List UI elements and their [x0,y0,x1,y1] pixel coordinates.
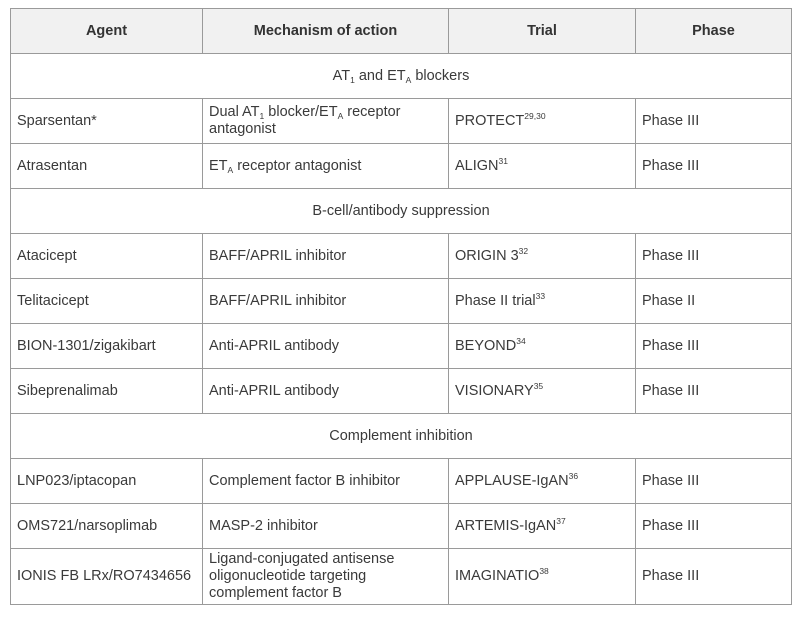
reference-superscript: 29,30 [524,110,546,121]
agent-cell: Atacicept [11,234,203,279]
section-title: B-cell/antibody suppression [11,189,792,234]
section-title: $AT_1$ and $ET_A$ blockers [11,54,792,99]
mechanism-cell: BAFF/APRIL inhibitor [203,234,449,279]
mechanism-cell: BAFF/APRIL inhibitor [203,279,449,324]
phase-cell: Phase III [636,459,792,504]
trial-cell: ALIGN$^{31}$ [449,144,636,189]
table-row [11,549,792,605]
table-row [11,144,792,189]
agents-table [10,8,792,605]
header-mechanism: Mechanism of action [203,9,449,54]
agent-cell: BION-1301/zigakibart [11,324,203,369]
table-row [11,324,792,369]
trial-cell: ORIGIN $3^{32}$ [449,234,636,279]
phase-cell: Phase III [636,234,792,279]
phase-cell: Phase III [636,99,792,144]
mechanism-cell: Complement factor B inhibitor [203,459,449,504]
header-phase: Phase [636,9,792,54]
agent-cell: Sparsentan* [11,99,203,144]
table-row [11,279,792,324]
agent-cell: LNP023/iptacopan [11,459,203,504]
header-row [11,9,792,54]
section-title: Complement inhibition [11,414,792,459]
agent-cell: Atrasentan [11,144,203,189]
trial-cell: IMAGINATIO$^{38}$ [449,549,636,605]
section-row-b-cell-suppression [11,189,792,234]
reference-superscript: 38 [539,566,549,576]
reference-superscript: 36 [568,470,579,481]
agent-cell: OMS721/narsoplimab [11,504,203,549]
table-row [11,99,792,144]
trial-cell: PROTECT$^{29,30}$ [449,99,636,144]
trial-cell: VISIONARY$^{35}$ [449,369,636,414]
table-row [11,504,792,549]
mechanism-cell: Anti-APRIL antibody [203,369,449,414]
agent-cell: Sibeprenalimab [11,369,203,414]
phase-cell: Phase III [636,549,792,605]
table-row [11,234,792,279]
mechanism-cell: Dual $AT_1$ blocker/$ET_A$ receptor antagonist [203,99,449,144]
reference-superscript: 33 [535,290,546,301]
phase-cell: Phase III [636,324,792,369]
mechanism-cell: MASP-2 inhibitor [203,504,449,549]
table-row [11,459,792,504]
header-trial: Trial [449,9,636,54]
header-agent: Agent [11,9,203,54]
reference-superscript: 32 [518,245,529,256]
mechanism-cell: Anti-APRIL antibody [203,324,449,369]
reference-superscript: 34 [516,335,526,346]
trial-cell: Phase II trial$^{33}$ [449,279,636,324]
trial-cell: ARTEMIS-IgAN$^{37}$ [449,504,636,549]
agent-cell: IONIS FB LRx/RO7434656 [11,549,203,605]
phase-cell: Phase II [636,279,792,324]
phase-cell: Phase III [636,504,792,549]
phase-cell: Phase III [636,369,792,414]
reference-superscript: 37 [556,515,566,526]
reference-superscript: 31 [498,155,508,166]
mechanism-cell: $ET_A$ receptor antagonist [203,144,449,189]
trial-cell: BEYOND$^{34}$ [449,324,636,369]
mechanism-cell: Ligand-conjugated antisense oligonucleotide targeting complement factor B [203,549,449,605]
table-row [11,369,792,414]
section-row-complement-inhibition [11,414,792,459]
trial-cell: APPLAUSE-IgAN$^{36}$ [449,459,636,504]
agent-cell: Telitacicept [11,279,203,324]
reference-superscript: 35 [533,380,544,391]
phase-cell: Phase III [636,144,792,189]
section-row-at1-eta-blockers [11,54,792,99]
